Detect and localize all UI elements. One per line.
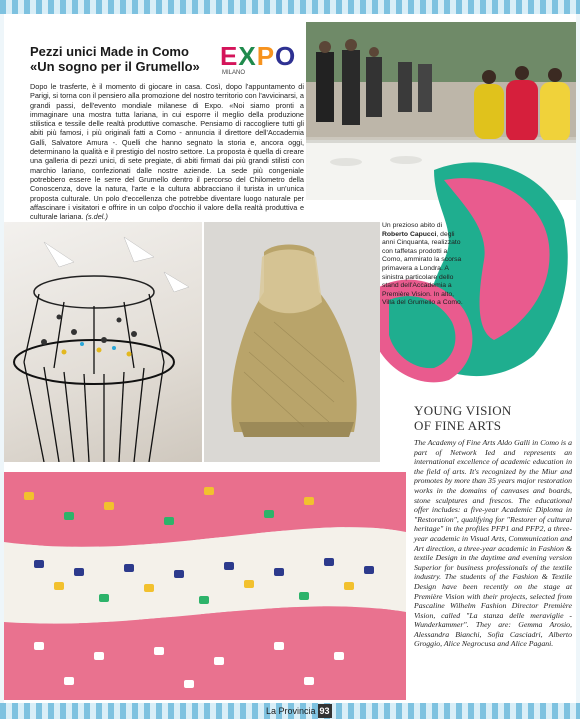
decorative-border-top <box>0 0 580 14</box>
cage-illustration <box>4 222 202 462</box>
young-vision-title <box>414 403 574 433</box>
fabric-illustration <box>4 472 406 700</box>
headline <box>30 44 215 74</box>
expo-logo-letters: EXPO <box>220 41 297 71</box>
photo-printed-fabrics <box>4 472 406 700</box>
article-body <box>30 82 304 221</box>
photo-caption <box>382 222 464 308</box>
photo-lace-dress <box>204 222 380 462</box>
article-signature: (s.del.) <box>85 212 108 222</box>
photo-academy-stand-cage <box>4 222 202 462</box>
young-vision-body: The Academy of Fine Arts Aldo Galli in Como is a part of Network Ied and represents an international excellence of academic education in the field of arts. It's recognized by the Miur and promotes by more than 35 years major restoration works in the domains of canvases and boards, stone sculptures and frescos. The educational offer includes: a five-year Academic Diploma in "Restoration", qualifying for "Restorer of cultural heritage" in the profiles PFP1 and PFP2, a three-year academic in Visual Arts, Communication and Art direction, a three-year academic in Fashion & textile Design in the daytime and evening version Superior for business professionals of the textile industry. The students of the Fashion & Textile Design have been recently on the stage at Première Vision with their projects, selected from Pascaline Wilhelm Fashion Director Première Vision, called "La stanza delle meraviglie - Wunderkammer". They are: Gemma Arosio, Alessandra Bianchi, Sofia Casciadri, Alberto Groggio, Alice Negrocusa and Alice Pagani. <box>414 438 572 649</box>
headline-line-1: Pezzi unici Made in Como <box>30 44 189 59</box>
caption-designer: Roberto Capucci <box>382 230 437 238</box>
publication-name: La Provincia <box>266 706 316 716</box>
young-vision-title-line-2: OF FINE ARTS <box>414 418 502 433</box>
headline-line-2: «Un sogno per il Grumello» <box>30 59 200 74</box>
article-body-text: Dopo le trasferte, è il momento di giocare in casa. Così, dopo l'appuntamento di Parigi, si torna con il pensiero alla promozione del nostro territorio con l'avvicinarsi, a grandi passi, dell'evento mondiale milanese di Expo. «Noi siamo pronti a immaginare una mostra tutta lariana, in cui esporre il meglio della produzione stilistica e tessile delle realtà produttive comasche. Pensiamo di raccogliere tutti gli abiti più famosi, i più originali fatti a Como - annuncia il direttore dell'Accademia Galli, Salvatore Amura -. Quelli che hanno segnato la storia e, ancora oggi, determinano la qualità e il prestigio del nostro settore. La proposta è quella di creare una galleria di pezzi unici, di sete pregiate, di abiti firmati dai più grandi stilisti con marchio lariano, confezionati dalle nostre aziende. La sede più congeniale potrebbero essere le serre del Grumello dentro il percorso del Chilometro della Conoscenza, dove la natura, l'arte e la cultura abbracciano il turista in un'unica proposta culturale. Un polo d'eccellenza che potrebbe diventare luogo naturale per affascinare i visitatori e offrire in un colpo d'occhio il valore della realtà produttiva e culturale lariana. <box>30 82 304 222</box>
page-footer <box>266 704 332 718</box>
expo-milano-logo <box>220 42 304 78</box>
page-number: 93 <box>319 706 330 716</box>
caption-text: , degli anni Cinquanta, realizzato con taffetas prodotti a Como, ammirato la scorsa primavera a Londra. A sinistra particolare dello stand dell'Accademia a Première Vision. In alto, Villa del Grumello a Como. <box>382 230 463 307</box>
expo-logo-subtitle: MILANO <box>222 70 246 76</box>
dress-illustration <box>204 222 380 462</box>
young-vision-title-line-1: YOUNG VISION <box>414 403 512 418</box>
caption-prefix: Un prezioso abito di <box>382 222 443 229</box>
